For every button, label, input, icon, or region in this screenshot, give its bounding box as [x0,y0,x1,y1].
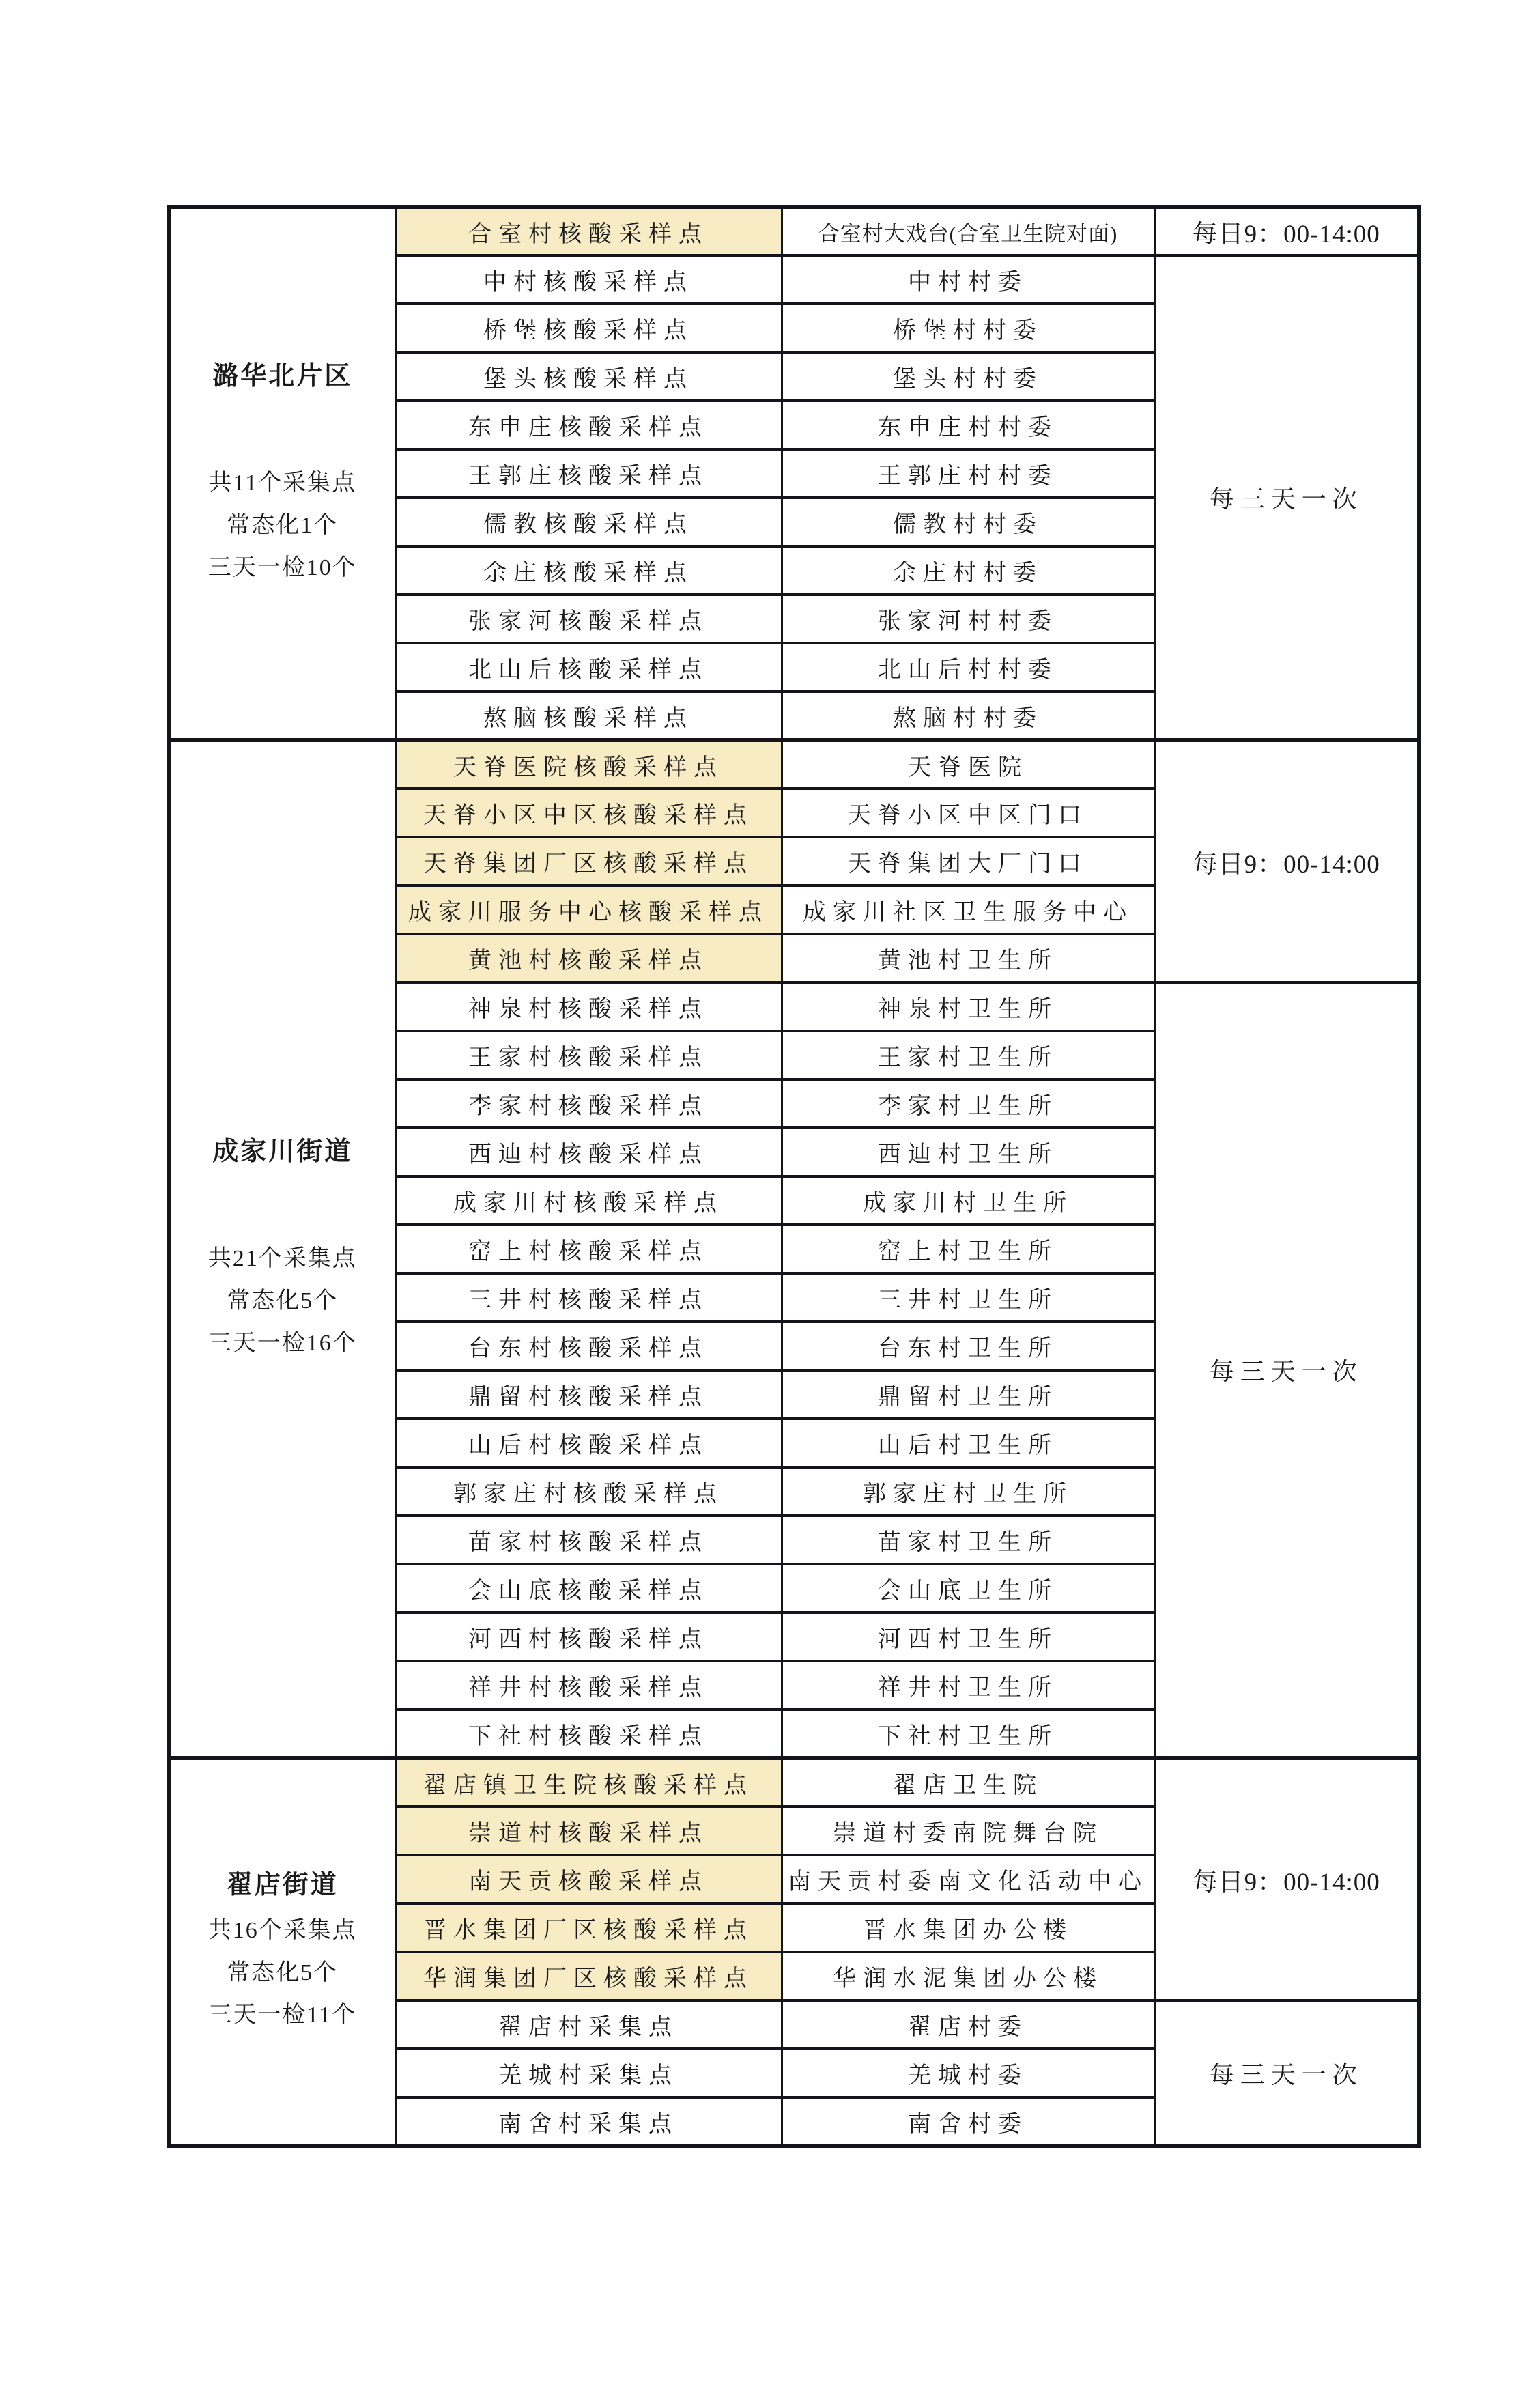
location-cell: 天脊医院 [782,740,1154,789]
location-cell: 羌城村委 [782,2049,1154,2097]
location-cell: 李家村卫生所 [782,1079,1154,1128]
location-cell: 儒教村村委 [782,498,1154,546]
site-name-cell: 郭家庄村核酸采样点 [395,1467,782,1516]
site-name-cell: 南天贡核酸采样点 [395,1855,782,1903]
frequency-three-day-cell: 每三天一次 [1154,255,1419,740]
site-name-cell: 鼎留村核酸采样点 [395,1370,782,1419]
site-name-cell: 王郭庄核酸采样点 [395,449,782,498]
location-cell: 鼎留村卫生所 [782,1370,1154,1419]
site-name-cell: 翟店村采集点 [395,2000,782,2049]
location-cell: 东申庄村村委 [782,401,1154,449]
location-cell: 苗家村卫生所 [782,1516,1154,1564]
location-cell: 堡头村村委 [782,352,1154,401]
site-name-cell: 三井村核酸采样点 [395,1273,782,1322]
area-cell [169,1758,395,2146]
location-cell: 祥井村卫生所 [782,1661,1154,1710]
area-title: 翟店街道 [226,1871,339,1899]
area-title: 潞华北片区 [212,361,353,391]
frequency-three-day-cell: 每三天一次 [1154,2000,1419,2146]
site-name-cell: 中村核酸采样点 [395,255,782,304]
area-cell [169,740,395,1758]
site-name-cell: 合室村核酸采样点 [395,207,782,255]
table-row [169,1758,1419,1806]
site-name-cell: 张家河核酸采样点 [395,595,782,643]
site-name-cell: 东申庄核酸采样点 [395,401,782,449]
area-stat-line: 常态化5个 [227,1960,339,1985]
frequency-daily-cell: 每日9：00-14:00 [1154,207,1419,255]
site-name-cell: 下社村核酸采样点 [395,1710,782,1758]
location-cell: 西辿村卫生所 [782,1128,1154,1176]
site-name-cell: 天脊集团厂区核酸采样点 [395,837,782,885]
site-name-cell: 河西村核酸采样点 [395,1613,782,1661]
location-cell: 中村村委 [782,255,1154,304]
site-name-cell: 熬脑核酸采样点 [395,692,782,740]
location-cell: 会山底卫生所 [782,1564,1154,1613]
site-name-cell: 王家村核酸采样点 [395,1031,782,1079]
location-cell: 神泉村卫生所 [782,982,1154,1031]
location-cell: 北山后村村委 [782,643,1154,692]
location-cell: 山后村卫生所 [782,1419,1154,1467]
site-name-cell: 天脊医院核酸采样点 [395,740,782,789]
site-name-cell: 羌城村采集点 [395,2049,782,2097]
location-cell: 南天贡村委南文化活动中心 [782,1855,1154,1903]
area-title: 成家川街道 [212,1137,353,1166]
area-stat-line: 共21个采集点 [208,1245,357,1271]
location-cell: 下社村卫生所 [782,1710,1154,1758]
site-name-cell: 李家村核酸采样点 [395,1079,782,1128]
location-cell: 南舍村委 [782,2097,1154,2146]
location-cell: 崇道村委南院舞台院 [782,1806,1154,1855]
site-name-cell: 祥井村核酸采样点 [395,1661,782,1710]
location-cell: 窑上村卫生所 [782,1225,1154,1273]
area-stat-line: 三天一检16个 [208,1330,357,1356]
location-cell: 黄池村卫生所 [782,934,1154,982]
site-name-cell: 成家川服务中心核酸采样点 [395,885,782,934]
location-cell: 余庄村村委 [782,546,1154,595]
site-name-cell: 崇道村核酸采样点 [395,1806,782,1855]
site-name-cell: 北山后核酸采样点 [395,643,782,692]
site-name-cell: 晋水集团厂区核酸采样点 [395,1903,782,1952]
site-name-cell: 堡头核酸采样点 [395,352,782,401]
site-name-cell: 台东村核酸采样点 [395,1322,782,1370]
site-name-cell: 余庄核酸采样点 [395,546,782,595]
area-stat-line: 共11个采集点 [208,470,357,496]
sampling-table-body [169,207,1419,2146]
location-cell: 华润水泥集团办公楼 [782,1952,1154,2000]
location-cell: 台东村卫生所 [782,1322,1154,1370]
location-cell: 王家村卫生所 [782,1031,1154,1079]
site-name-cell: 窑上村核酸采样点 [395,1225,782,1273]
frequency-daily-cell: 每日9：00-14:00 [1154,740,1419,982]
site-name-cell: 华润集团厂区核酸采样点 [395,1952,782,2000]
area-stat-line: 三天一检11个 [208,2002,357,2028]
site-name-cell: 会山底核酸采样点 [395,1564,782,1613]
location-cell: 郭家庄村卫生所 [782,1467,1154,1516]
site-name-cell: 成家川村核酸采样点 [395,1176,782,1225]
site-name-cell: 山后村核酸采样点 [395,1419,782,1467]
site-name-cell: 苗家村核酸采样点 [395,1516,782,1564]
sampling-table-container [167,205,1421,2148]
location-cell: 翟店卫生院 [782,1758,1154,1806]
area-cell [169,207,395,740]
location-cell: 成家川社区卫生服务中心 [782,885,1154,934]
location-cell: 晋水集团办公楼 [782,1903,1154,1952]
location-cell: 三井村卫生所 [782,1273,1154,1322]
site-name-cell: 桥堡核酸采样点 [395,304,782,352]
site-name-cell: 翟店镇卫生院核酸采样点 [395,1758,782,1806]
location-cell: 王郭庄村村委 [782,449,1154,498]
area-stat-line: 共16个采集点 [208,1918,357,1943]
location-cell: 成家川村卫生所 [782,1176,1154,1225]
site-name-cell: 西辿村核酸采样点 [395,1128,782,1176]
location-cell: 天脊集团大厂门口 [782,837,1154,885]
location-cell: 熬脑村村委 [782,692,1154,740]
area-stat-line: 三天一检10个 [208,554,357,580]
table-row [169,740,1419,789]
site-name-cell: 天脊小区中区核酸采样点 [395,789,782,837]
location-cell: 张家河村村委 [782,595,1154,643]
table-row [169,207,1419,255]
frequency-daily-cell: 每日9：00-14:00 [1154,1758,1419,2000]
location-cell: 桥堡村村委 [782,304,1154,352]
site-name-cell: 南舍村采集点 [395,2097,782,2146]
site-name-cell: 神泉村核酸采样点 [395,982,782,1031]
location-cell: 天脊小区中区门口 [782,789,1154,837]
location-cell: 河西村卫生所 [782,1613,1154,1661]
location-cell: 翟店村委 [782,2000,1154,2049]
area-stat-line: 常态化1个 [227,512,339,538]
area-stat-line: 常态化5个 [227,1288,339,1314]
site-name-cell: 黄池村核酸采样点 [395,934,782,982]
site-name-cell: 儒教核酸采样点 [395,498,782,546]
sampling-table [167,205,1421,2148]
frequency-three-day-cell: 每三天一次 [1154,982,1419,1758]
location-cell: 合室村大戏台(合室卫生院对面) [782,207,1154,255]
